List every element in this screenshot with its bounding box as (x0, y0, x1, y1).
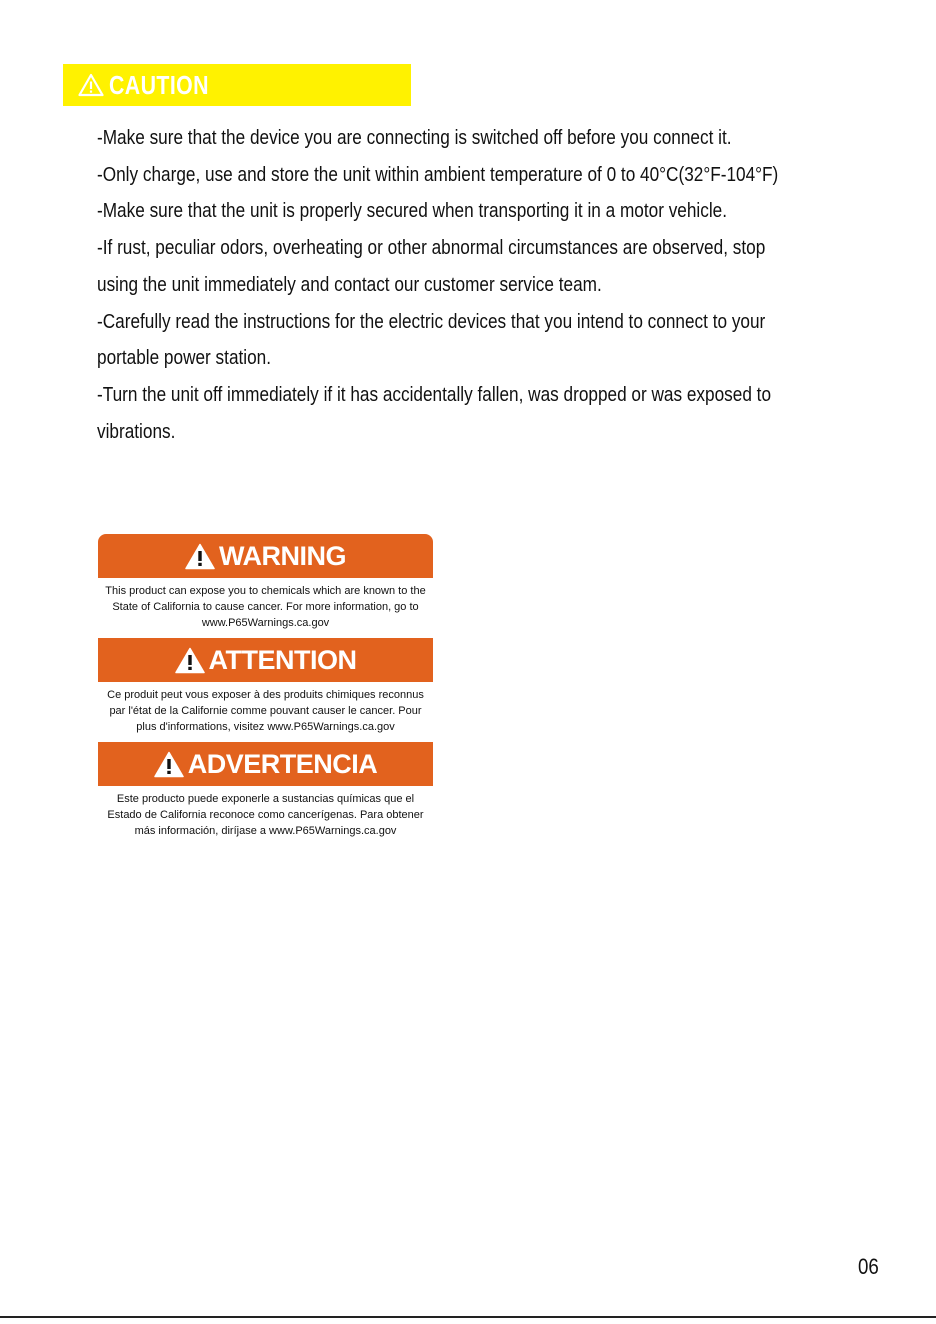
p65-attention-header (98, 638, 433, 682)
p65-warning-text (98, 578, 433, 631)
caution-title: CAUTION (109, 69, 209, 100)
p65-advertencia-line: más información, diríjase a www.P65Warnings.ca.gov (134, 825, 397, 837)
p65-warning-line: www.P65Warnings.ca.gov (201, 617, 330, 629)
p65-warning-title: WARNING (219, 540, 346, 571)
instruction-line: -Make sure that the unit is properly secured when transporting it in a motor vehicle. (97, 200, 728, 223)
p65-attention-line: plus d'informations, visitez www.P65Warnings.ca.gov (136, 721, 395, 733)
p65-attention-title: ATTENTION (208, 644, 357, 675)
warning-triangle-icon (175, 647, 205, 674)
p65-attention-line: Ce produit peut vous exposer à des produits chimiques reconnus (107, 689, 424, 701)
p65-warning-line: State of California to cause cancer. For more information, go to (112, 601, 419, 613)
caution-instructions (97, 120, 897, 450)
p65-warning-block (98, 534, 433, 631)
p65-advertencia-header (98, 742, 433, 786)
caution-banner (63, 64, 411, 106)
p65-attention-text (98, 682, 433, 735)
caution-triangle-icon (78, 73, 104, 97)
instruction-line: using the unit immediately and contact our customer service team. (97, 273, 602, 296)
bottom-divider (0, 1316, 936, 1318)
warning-triangle-icon (185, 543, 215, 570)
p65-advertencia-line: Estado de California reconoce como cancerígenas. Para obtener (107, 809, 424, 821)
warning-triangle-icon (154, 751, 184, 778)
instruction-line: portable power station. (97, 347, 272, 370)
page-number: 06 (858, 1254, 879, 1279)
instruction-line: -Make sure that the device you are connecting is switched off before you connect it. (97, 127, 732, 149)
p65-attention-block (98, 638, 433, 735)
p65-attention-line: par l'état de la Californie comme pouvant causer le cancer. Pour (109, 705, 422, 717)
p65-advertencia-text (98, 786, 433, 839)
p65-advertencia-line: Este producto puede exponerle a sustancias químicas que el (116, 793, 415, 805)
instruction-line: vibrations. (97, 420, 176, 443)
p65-advertencia-title: ADVERTENCIA (187, 748, 378, 779)
instruction-line: -Turn the unit off immediately if it has accidentally fallen, was dropped or was exposed to (97, 383, 772, 406)
p65-warning-header (98, 534, 433, 578)
instruction-line: -If rust, peculiar odors, overheating or other abnormal circumstances are observed, stop (97, 237, 766, 260)
p65-advertencia-block (98, 742, 433, 839)
instruction-line: -Carefully read the instructions for the electric devices that you intend to connect to your (97, 310, 766, 333)
p65-warning-line: This product can expose you to chemicals which are known to the (105, 585, 426, 597)
instruction-line: -Only charge, use and store the unit within ambient temperature of 0 to 40°C(32°F-104°F) (97, 163, 779, 186)
